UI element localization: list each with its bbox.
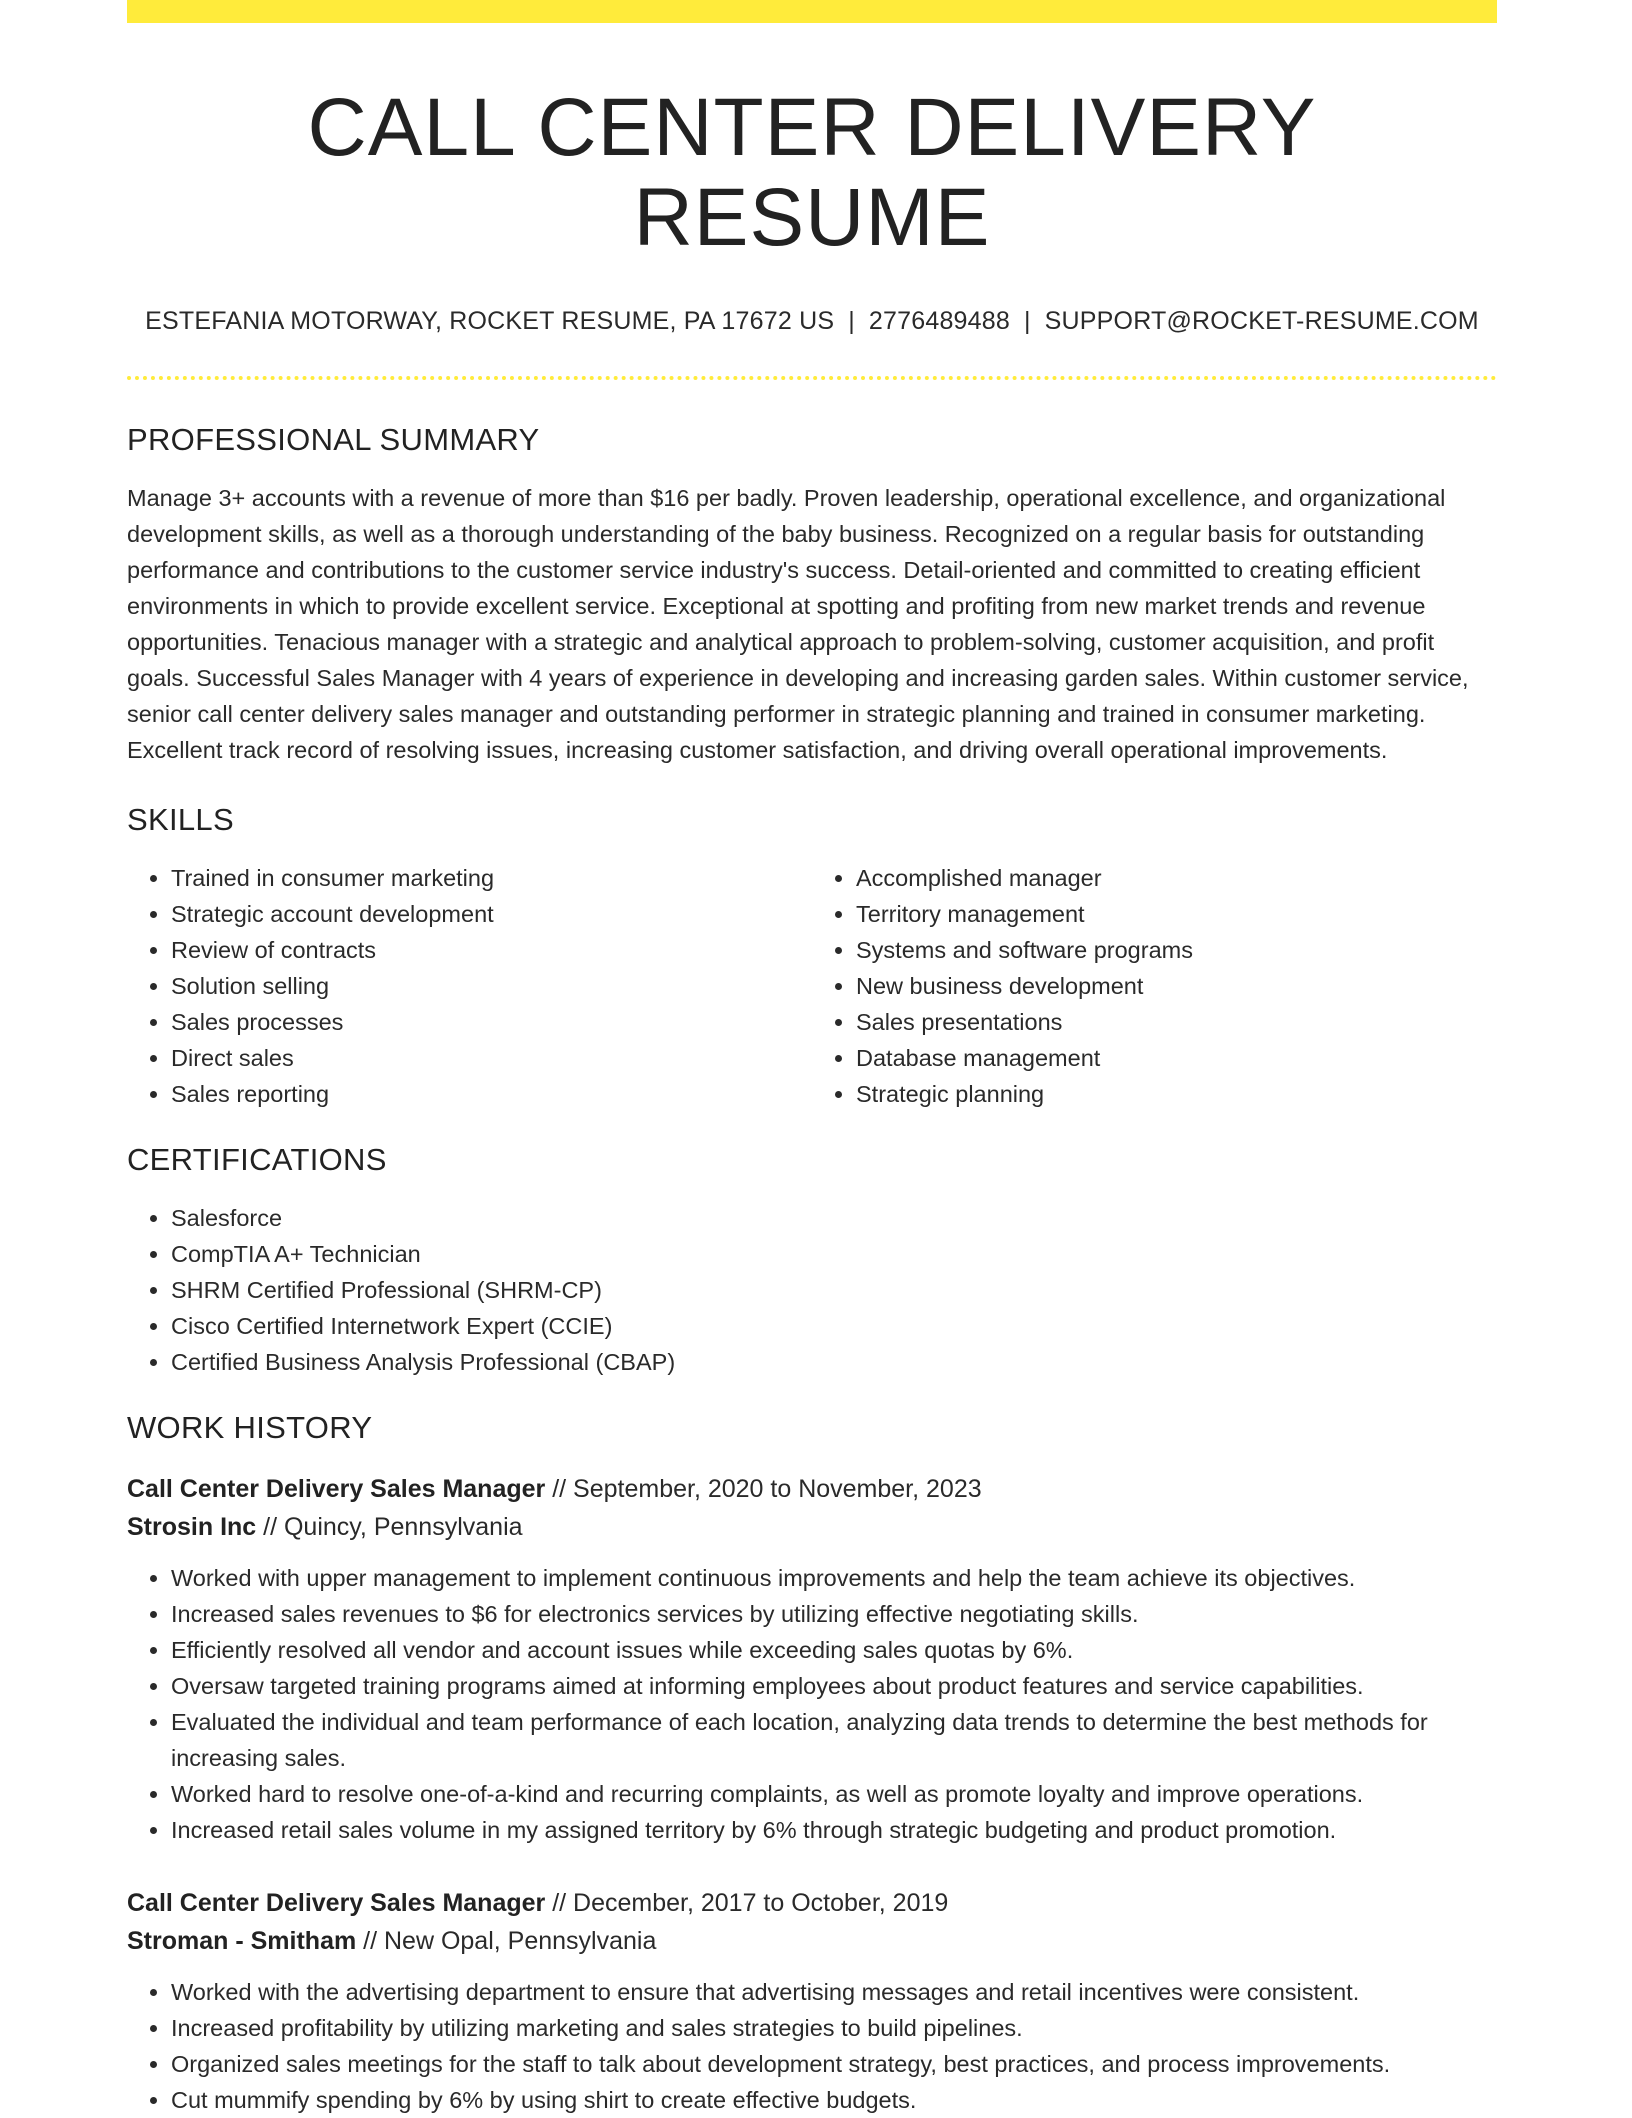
certification-item: • SHRM Certified Professional (SHRM-CP) (171, 1272, 1497, 1308)
skill-item: • Sales processes (171, 1004, 812, 1040)
skills-heading: SKILLS (127, 802, 234, 838)
skills-right-list (812, 860, 1497, 1112)
job-bullets (127, 1974, 1497, 2118)
job-bullet: • Worked with the advertising department to ensure that advertising messages and retail incentives were consistent. (171, 1974, 1497, 2010)
job-dates: // December, 2017 to October, 2019 (545, 1889, 949, 1918)
job-bullets (127, 1560, 1497, 1848)
job-location: // Quincy, Pennsylvania (256, 1513, 523, 1542)
resume-page (127, 0, 1497, 2118)
job-company-line (127, 1922, 1497, 1960)
skill-item: • Sales presentations (856, 1004, 1497, 1040)
job-bullet: • Increased sales revenues to $6 for electronics services by utilizing effective negotiating skills. (171, 1596, 1497, 1632)
skill-item: • Direct sales (171, 1040, 812, 1076)
contact-separator: | (1023, 307, 1031, 336)
job-company: Stroman - Smitham (127, 1927, 357, 1956)
skill-item: • Accomplished manager (856, 860, 1497, 896)
accent-top-bar (127, 0, 1497, 23)
job-title-line (127, 1884, 1497, 1922)
contact-address: ESTEFANIA MOTORWAY, ROCKET RESUME, PA 17672 US (145, 307, 835, 336)
job-bullet: • Efficiently resolved all vendor and account issues while exceeding sales quotas by 6%. (171, 1632, 1497, 1668)
summary-heading: PROFESSIONAL SUMMARY (127, 422, 540, 458)
certifications-list (127, 1200, 1497, 1380)
skill-item: • Database management (856, 1040, 1497, 1076)
dotted-divider (127, 376, 1497, 380)
skills-columns (127, 860, 1497, 1112)
job-company-line (127, 1508, 1497, 1546)
certification-item: • Salesforce (171, 1200, 1497, 1236)
job-bullet: • Increased retail sales volume in my assigned territory by 6% through strategic budgeting and product promotion. (171, 1812, 1497, 1848)
skill-item: • Solution selling (171, 968, 812, 1004)
certification-item: • Cisco Certified Internetwork Expert (CCIE) (171, 1308, 1497, 1344)
work-history-heading: WORK HISTORY (127, 1410, 373, 1446)
job-bullet: • Worked hard to resolve one-of-a-kind and recurring complaints, as well as promote loyalty and improve operations. (171, 1776, 1497, 1812)
contact-separator: | (848, 307, 855, 336)
job-location: // New Opal, Pennsylvania (356, 1927, 657, 1956)
skill-item: • Systems and software programs (856, 932, 1497, 968)
job-bullet: • Oversaw targeted training programs aimed at informing employees about product features and service capabilities. (171, 1668, 1497, 1704)
job-bullet: • Cut mummify spending by 6% by using shirt to create effective budgets. (171, 2082, 1497, 2118)
job-dates: // September, 2020 to November, 2023 (545, 1475, 982, 1504)
skill-item: • Strategic planning (856, 1076, 1497, 1112)
job-bullet: • Increased profitability by utilizing marketing and sales strategies to build pipelines. (171, 2010, 1497, 2046)
job-title: Call Center Delivery Sales Manager (127, 1475, 546, 1504)
certification-item: • Certified Business Analysis Professional (CBAP) (171, 1344, 1497, 1380)
certifications-heading: CERTIFICATIONS (127, 1142, 387, 1178)
skill-item: • Trained in consumer marketing (171, 860, 812, 896)
job-title-line (127, 1470, 1497, 1508)
job-bullet: • Organized sales meetings for the staff to talk about development strategy, best practices, and process improvements. (171, 2046, 1497, 2082)
job-entry (127, 1884, 1497, 2118)
contact-email: SUPPORT@ROCKET-RESUME.COM (1044, 307, 1479, 336)
contact-line (127, 307, 1497, 336)
skill-item: • Sales reporting (171, 1076, 812, 1112)
skill-item: • New business development (856, 968, 1497, 1004)
job-bullet: • Worked with upper management to implement continuous improvements and help the team achieve its objectives. (171, 1560, 1497, 1596)
job-entry (127, 1470, 1497, 1848)
job-company: Strosin Inc (127, 1513, 257, 1542)
summary-text: Manage 3+ accounts with a revenue of more than $16 per badly. Proven leadership, operational excellence, and organizational development skills, as well as a thorough understanding of the baby business. Recognized on a regular basis for outstanding performance and contributions to the customer service industry's success. Detail-oriented and committed to creating efficient environments in which to provide excellent service. Exceptional at spotting and profiting from new market trends and revenue opportunities. Tenacious manager with a strategic and analytical approach to problem-solving, customer acquisition, and profit goals. Successful Sales Manager with 4 years of experience in developing and increasing garden sales. Within customer service, senior call center delivery sales manager and outstanding performer in strategic planning and trained in consumer marketing. Excellent track record of resolving issues, increasing customer satisfaction, and driving overall operational improvements. (127, 485, 1469, 764)
contact-phone: 2776489488 (868, 307, 1010, 336)
skill-item: • Territory management (856, 896, 1497, 932)
skills-left-list (127, 860, 812, 1112)
skill-item: • Strategic account development (171, 896, 812, 932)
certification-item: • CompTIA A+ Technician (171, 1236, 1497, 1272)
resume-title: CALL CENTER DELIVERY RESUME (307, 82, 1317, 264)
job-title: Call Center Delivery Sales Manager (127, 1889, 546, 1918)
skill-item: • Review of contracts (171, 932, 812, 968)
job-bullet: • Evaluated the individual and team performance of each location, analyzing data trends to determine the best methods for increasing sales. (171, 1704, 1497, 1776)
